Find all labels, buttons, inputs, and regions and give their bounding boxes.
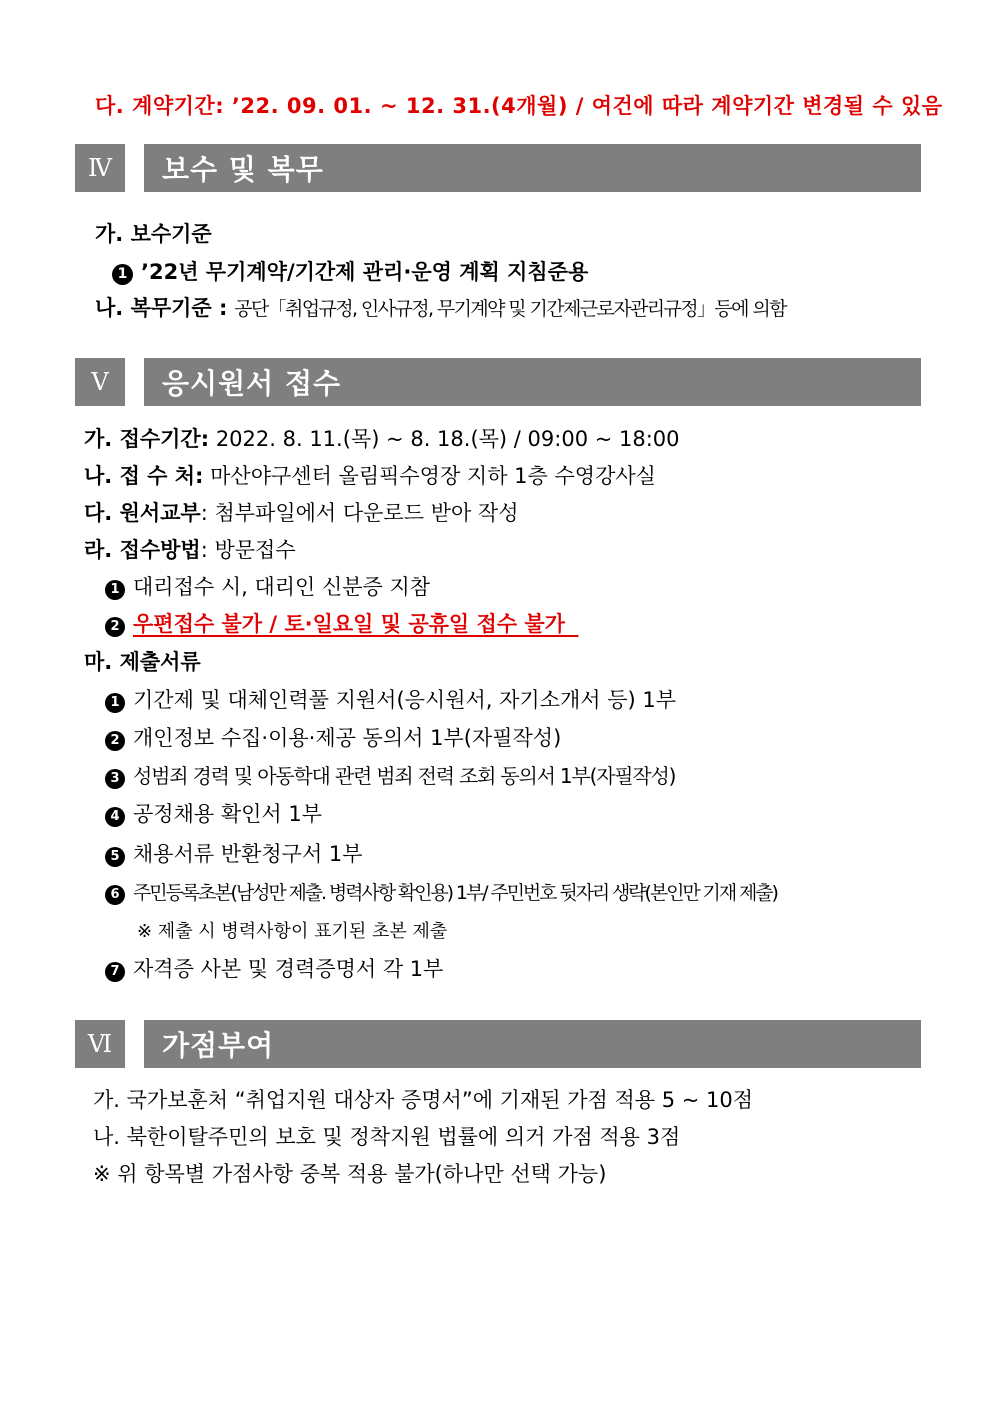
bonus-note: ※ 위 항목별 가점사항 중복 적용 불가(하나만 선택 가능): [93, 1162, 607, 1186]
document-item-7: 7 자격증 사본 및 경력증명서 각 1부: [105, 953, 443, 983]
application-period-value: 2022. 8. 11.(목) ~ 8. 18.(목) / 09:00 ~ 18:00: [215, 427, 680, 451]
duty-standard-text: 공단「취업규정, 인사규정, 무기계약 및 기간제근로자관리규정」등에 의함: [234, 298, 786, 320]
section-5-title: 응시원서 접수: [144, 358, 921, 406]
documents-label: 마. 제출서류: [84, 650, 201, 674]
document-note: ※ 제출 시 병력사항이 표기된 초본 제출: [137, 921, 448, 942]
application-method-label: 라. 접수방법: [84, 538, 201, 562]
pay-standard-label: 가. 보수기준: [95, 222, 212, 246]
duty-standard-label: 나. 복무기준 :: [95, 296, 228, 320]
section-5-number: Ⅴ: [75, 358, 125, 406]
document-item-6: 6 주민등록초본(남성만 제출. 병력사항 확인용) 1부/ 주민번호 뒷자리 생략(본인만 기재 제출): [105, 878, 777, 905]
application-method: [84, 534, 296, 564]
bonus-item-2: 나. 북한이탈주민의 보호 및 정착지원 법률에 의거 가점 적용 3점: [93, 1125, 681, 1149]
application-place-value: 마산야구센터 올림픽수영장 지하 1층 수영강사실: [210, 464, 656, 488]
pay-standard-item: [112, 256, 588, 286]
method-item-1: 1 대리접수 시, 대리인 신분증 지참: [105, 571, 430, 601]
form-distribution-value: : 첨부파일에서 다운로드 받아 작성: [200, 501, 519, 525]
document-item-2: 2 개인정보 수집·이용·제공 동의서 1부(자필작성): [105, 722, 561, 752]
number-1-icon: 1: [112, 264, 133, 285]
section-6-number: Ⅵ: [75, 1020, 125, 1068]
form-distribution-label: 다. 원서교부: [84, 501, 201, 525]
application-period-label: 가. 접수기간:: [84, 427, 210, 451]
number-1-icon: 1: [105, 580, 125, 600]
document-item-5: 5 채용서류 반환청구서 1부: [105, 838, 363, 868]
duty-standard: [95, 292, 786, 322]
application-method-value: : 방문접수: [200, 538, 296, 562]
contract-period: 다. 계약기간: ’22. 09. 01. ~ 12. 31.(4개월) / 여건에 따라 계약기간 변경될 수 있음: [95, 94, 943, 118]
section-6-title: 가점부여: [144, 1020, 921, 1068]
method-item-2: 2 우편접수 불가 / 토·일요일 및 공휴일 접수 불가: [105, 608, 578, 638]
document-item-4: 4 공정채용 확인서 1부: [105, 798, 322, 828]
bonus-item-1: 가. 국가보훈처 “취업지원 대상자 증명서”에 기재된 가점 적용 5 ~ 10점: [93, 1088, 754, 1112]
number-2-icon: 2: [105, 731, 125, 751]
application-place-label: 나. 접 수 처:: [84, 464, 204, 488]
section-4-number: Ⅳ: [75, 144, 125, 192]
number-1-icon: 1: [105, 693, 125, 713]
number-3-icon: 3: [105, 769, 125, 789]
pay-standard-text: ’22년 무기계약/기간제 관리·운영 계획 지침준용: [141, 260, 589, 284]
application-period: [84, 423, 680, 453]
document-item-1: 1 기간제 및 대체인력풀 지원서(응시원서, 자기소개서 등) 1부: [105, 684, 676, 714]
form-distribution: [84, 497, 519, 527]
document-item-3: 3 성범죄 경력 및 아동학대 관련 범죄 전력 조회 동의서 1부(자필작성): [105, 760, 675, 789]
number-6-icon: 6: [105, 885, 125, 905]
number-4-icon: 4: [105, 807, 125, 827]
number-5-icon: 5: [105, 847, 125, 867]
number-7-icon: 7: [105, 962, 125, 982]
application-place: [84, 460, 656, 490]
number-2-icon: 2: [105, 617, 125, 637]
section-4-title: 보수 및 복무: [144, 144, 921, 192]
